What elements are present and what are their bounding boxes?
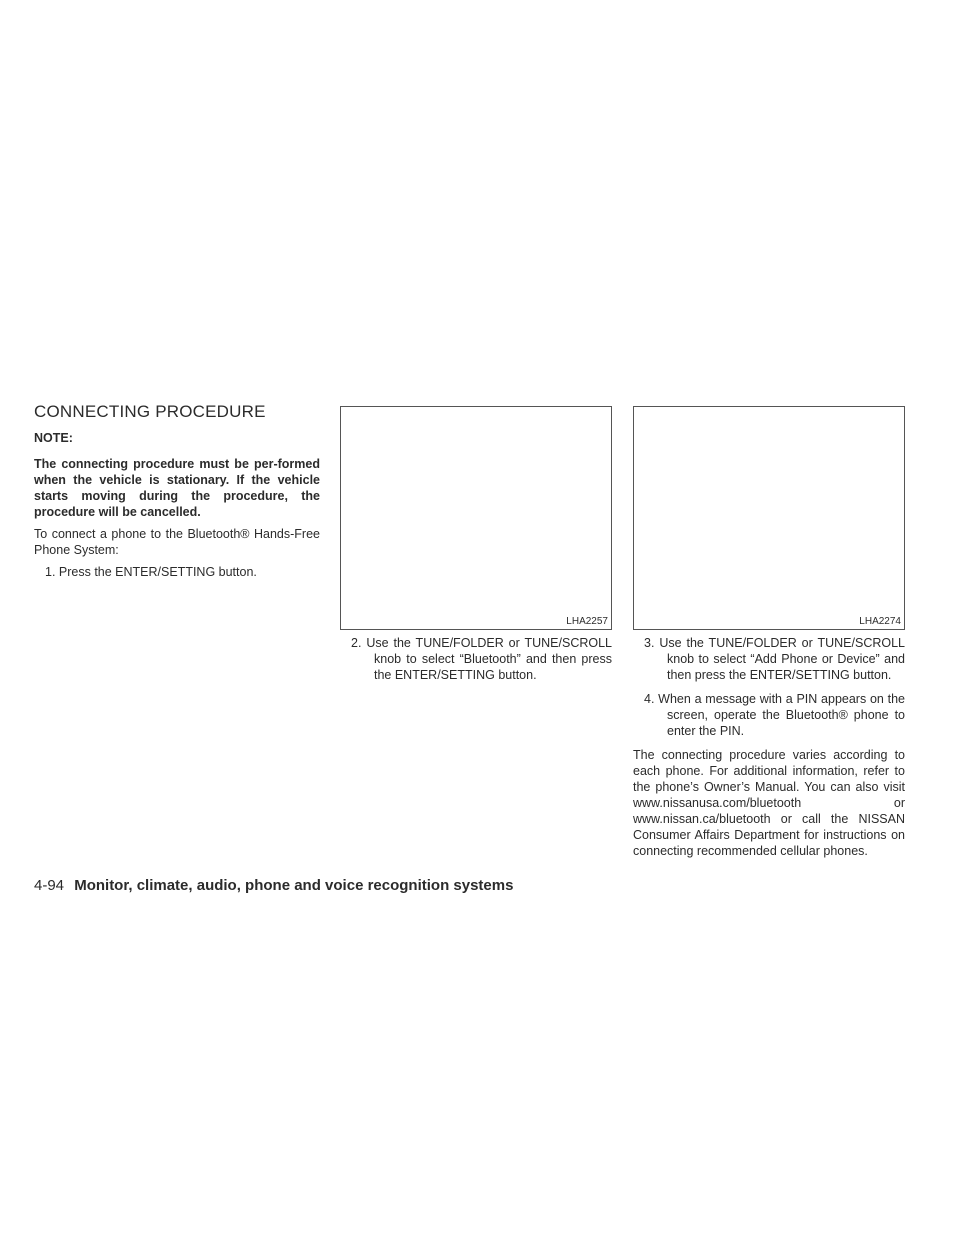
step-2: 2. Use the TUNE/FOLDER or TUNE/SCROLL knob to select “Bluetooth” and then press the ENTER/SETTING button. bbox=[351, 636, 612, 682]
section-heading: CONNECTING PROCEDURE bbox=[34, 402, 266, 421]
figure-code: LHA2274 bbox=[859, 616, 901, 627]
figure-code: LHA2257 bbox=[566, 616, 608, 627]
step-4: 4. When a message with a PIN appears on the screen, operate the Bluetooth® phone to enter the PIN. bbox=[644, 692, 905, 738]
column-right bbox=[633, 406, 905, 865]
note-label: NOTE: bbox=[34, 431, 73, 445]
intro-paragraph: To connect a phone to the Bluetooth® Hands-Free Phone System: bbox=[34, 527, 320, 557]
step-1: 1. Press the ENTER/SETTING button. bbox=[45, 565, 257, 579]
step-3: 3. Use the TUNE/FOLDER or TUNE/SCROLL knob to select “Add Phone or Device” and then press the ENTER/SETTING button. bbox=[644, 636, 905, 682]
figure-lha2274 bbox=[633, 406, 905, 630]
section-title: Monitor, climate, audio, phone and voice recognition systems bbox=[74, 877, 514, 894]
column-left bbox=[34, 430, 320, 588]
closing-paragraph: The connecting procedure varies according to each phone. For additional information, refer to the phone’s Owner’s Manual. You can also visit www.nissanusa.com/bluetooth or www.nissan.ca/bluetooth or call the NISSAN Consumer Affairs Department for instructions on connecting recommended cellular phones. bbox=[633, 748, 905, 858]
page-number: 4-94 bbox=[34, 877, 65, 894]
note-text: The connecting procedure must be per-formed when the vehicle is stationary. If the vehicle starts moving during the procedure, the procedure will be cancelled. bbox=[34, 457, 320, 519]
column-middle bbox=[340, 406, 612, 691]
page-footer bbox=[34, 877, 513, 894]
figure-lha2257 bbox=[340, 406, 612, 630]
